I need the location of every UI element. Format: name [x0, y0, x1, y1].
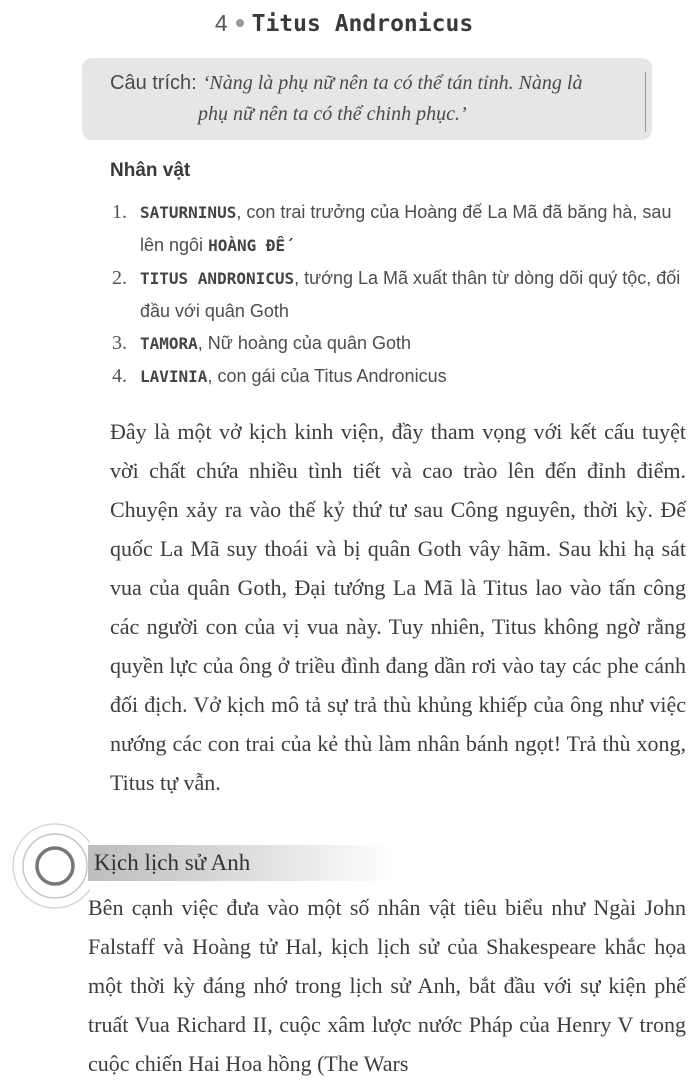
quote-line-2: phụ nữ nên ta có thể chinh phục.’: [198, 103, 467, 125]
list-item: [112, 327, 682, 360]
page-number: 4: [214, 10, 228, 36]
section-heading: Kịch lịch sử Anh: [88, 845, 394, 881]
quote-box: [82, 58, 652, 140]
character-title: HOÀNG ĐẾ: [208, 236, 286, 255]
character-list: [112, 196, 682, 393]
characters-heading: Nhân vật: [110, 160, 191, 181]
character-name: TAMORA: [140, 334, 198, 353]
history-paragraph: Bên cạnh việc đưa vào một số nhân vật tiêu biểu như Ngài John Falstaff và Hoàng tử Hal, kịch lịch sử của Shakespeare khắc họa một thời kỳ đáng nhớ trong lịch sử Anh, bắt đầu với sự kiện phế truất Vua Richard II, cuộc xâm lược nước Pháp của Henry V trong cuộc chiến Hai Hoa hồng (The Wars: [88, 895, 686, 1076]
quote-label: Câu trích:: [110, 72, 197, 94]
list-item: [112, 196, 682, 262]
bullet-dot-icon: [236, 19, 244, 27]
list-item: [112, 262, 682, 327]
list-number: 3.: [112, 332, 127, 354]
list-number: 4.: [112, 365, 127, 387]
page-header: [0, 10, 688, 37]
character-desc: , tướng La Mã xuất thân từ dòng dõi quý tộc, đối đầu với quân Goth: [140, 268, 681, 321]
concentric-circles-icon: [0, 816, 90, 916]
character-desc: , Nữ hoàng của quân Goth: [197, 333, 411, 353]
character-desc: , con gái của Titus Andronicus: [207, 366, 447, 386]
summary-paragraph: Đây là một vở kịch kinh viện, đầy tham vọng với kết cấu tuyệt vời chất chứa nhiều tình tiết và cao trào lên đến đỉnh điểm. Chuyện xảy ra vào thế kỷ thứ tư sau Công nguyên, thời kỳ. Đế quốc La Mã suy thoái và bị quân Goth vây hãm. Sau khi hạ sát vua của quân Goth, Đại tướng La Mã là Titus lao vào tấn công các người con của vị vua này. Tuy nhiên, Titus không ngờ rằng quyền lực của ông ở triều đình đang dần rơi vào tay các phe cánh đối địch. Vở kịch mô tả sự trả thù khủng khiếp của ông như việc nướng các con trai của kẻ thù làm nhân bánh ngọt! Trả thù xong, Titus tự vẫn.: [110, 419, 686, 795]
quote-line-1: ‘Nàng là phụ nữ nên ta có thể tán tỉnh. Nàng là: [202, 72, 583, 94]
list-number: 2.: [112, 267, 127, 289]
list-number: 1.: [112, 201, 127, 223]
character-desc: , con trai trưởng của Hoàng đế La Mã đã băng hà, sau lên ngôi: [140, 202, 672, 255]
character-name: LAVINIA: [140, 367, 208, 386]
character-name: SATURNINUS: [140, 203, 237, 222]
list-item: [112, 360, 682, 393]
character-name: TITUS ANDRONICUS: [140, 269, 295, 288]
quote-box-edge: [645, 72, 646, 132]
running-title: Titus Andronicus: [251, 11, 474, 37]
